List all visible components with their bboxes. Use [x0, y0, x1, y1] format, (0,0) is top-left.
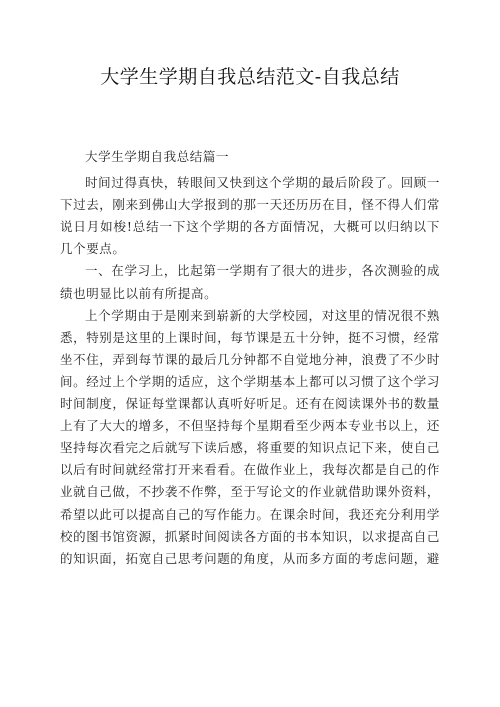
- paragraph: 上个学期由于是刚来到崭新的大学校园，对这里的情况很不熟悉，特别是这里的上课时间，每节课是五十分钟，挺不习惯，经常坐不住，弄到每节课的最后几分钟都不自觉地分神，浪费了不少时间。经过上个学期的适应，这个学期基本上都可以习惯了这个学习时间制度，保证每堂课都认真听好听足。还有在阅读课外书的数量上有了大大的增多，不但坚持每个星期看至少两本专业书以上，还坚持每次看完之后就写下读后感，将重要的知识点记下来，使自己以后有时间就经常打开来看看。在做作业上，我每次都是自己的作业就自己做，不抄袭不作弊，至于写论文的作业就借助课外资料，希望以此可以提高自己的写作能力。在课余时间，我还充分利用学校的图书馆资源，抓紧时间阅读各方面的书本知识，以求提高自己的知识面，拓宽自己思考问题的角度，从而多方面的考虑问题，避: [60, 307, 440, 566]
- paragraph: 时间过得真快，转眼间又快到这个学期的最后阶段了。回顾一下过去，刚来到佛山大学报到的那一天还历历在目，怪不得人们常说日月如梭!总结一下这个学期的各方面情况，大概可以归纳以下几个要点。: [60, 175, 440, 257]
- document-title: 大学生学期自我总结范文-自我总结: [100, 66, 400, 88]
- section-heading: 大学生学期自我总结篇一: [85, 149, 230, 164]
- paragraph: 一、在学习上，比起第一学期有了很大的进步，各次测验的成绩也明显比以前有所提高。: [60, 263, 440, 301]
- document-body: [60, 146, 440, 570]
